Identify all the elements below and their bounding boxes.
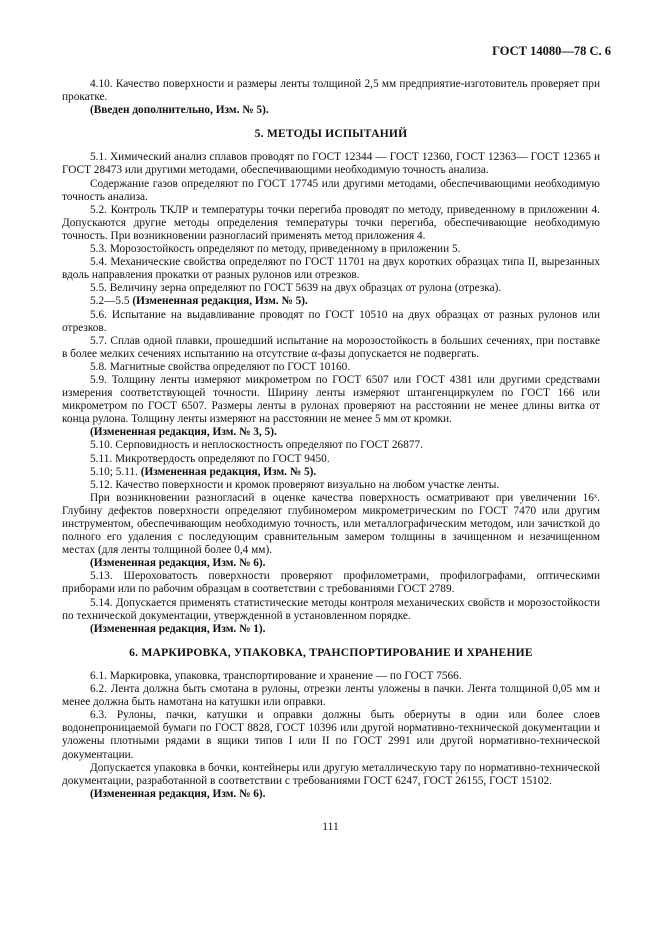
clause-paragraph: 5.5. Величину зерна определяют по ГОСТ 5639 на двух образцах от рулона (отрезка). xyxy=(90,282,502,295)
amendment-note: (Измененная редакция, Изм. № 5). xyxy=(140,465,317,478)
running-header: ГОСТ 14080—78 С. 6 xyxy=(492,44,611,58)
amendment-note: (Измененная редакция, Изм. № 1). xyxy=(90,622,266,635)
clause-paragraph: 5.10. Серповидность и неплоскостность определяют по ГОСТ 26877. xyxy=(90,439,423,452)
clause-paragraph: 6.3. Рулоны, пачки, катушки и оправки должны быть обернуты в один или более слоев водонепроницаемой бумаги по ГОСТ 8828, ГОСТ 10396 или другой нормативно-технической документации и уложены плотными рядами в ящики типов I или II по ГОСТ 2991 или другой нормативно-технической документации. xyxy=(62,709,600,761)
clause-paragraph: 5.13. Шероховатость поверхности проверяют профилометрами, профилографами, оптическими приборами или по рабочим образцам в соответствии с требованиями ГОСТ 2789. xyxy=(62,570,600,596)
clause-paragraph: 5.8. Магнитные свойства определяют по ГОСТ 10160. xyxy=(90,360,351,373)
amendment-note: (Измененная редакция, Изм. № 5). xyxy=(132,295,308,308)
document-body xyxy=(62,78,600,801)
clause-paragraph: 5.1. Химический анализ сплавов проводят по ГОСТ 12344 — ГОСТ 12360, ГОСТ 12363— ГОСТ 12365 и ГОСТ 28473 или другими методами, обеспечивающими необходимую точность анализа. xyxy=(62,151,600,177)
clause-paragraph: 4.10. Качество поверхности и размеры ленты толщиной 2,5 мм предприятие-изготовитель проверяет при прокатке. xyxy=(62,78,600,104)
clause-paragraph: 5.9. Толщину ленты измеряют микрометром по ГОСТ 6507 или ГОСТ 4381 или другими средствами измерения соответствующей точности. Ширину ленты измеряют штангенциркулем по ГОСТ 166 или микрометром по ГОСТ 6507. Размеры ленты в рулонах проверяют на расстоянии не менее длины витка от конца рулона. Толщину ленты измеряют на расстоянии не менее 5 мм от кромки. xyxy=(62,373,600,426)
clause-range: 5.10; 5.11. xyxy=(90,465,138,478)
clause-range: 5.2—5.5 xyxy=(90,295,130,308)
clause-paragraph: 5.7. Сплав одной плавки, прошедший испытание на морозостойкость в больших сечениях, при поставке в более мелких сечениях испытанию на отсутствие α-фазы допускается не подвергать. xyxy=(62,334,600,360)
section-heading: 5. МЕТОДЫ ИСПЫТАНИЙ xyxy=(254,127,408,141)
amendment-note: (Измененная редакция, Изм. № 6). xyxy=(90,787,266,800)
clause-paragraph xyxy=(62,466,600,479)
clause-paragraph: 6.2. Лента должна быть смотана в рулоны, отрезки ленты уложены в пачки. Лента толщиной 0,05 мм и менее должна быть намотана на катушки или оправки. xyxy=(62,683,600,709)
amendment-note: (Введен дополнительно, Изм. № 5). xyxy=(90,104,269,117)
clause-paragraph: 5.12. Качество поверхности и кромок проверяют визуально на любом участке ленты. xyxy=(90,478,500,491)
clause-paragraph: 5.4. Механические свойства определяют по ГОСТ 11701 на двух коротких образцах типа II, вырезанных вдоль направления прокатки от разных рулонов или отрезков. xyxy=(62,256,600,282)
clause-paragraph: Допускается упаковка в бочки, контейнеры или другую металлическую тару по нормативно-технической документации, разработанной в соответствии с требованиями ГОСТ 6247, ГОСТ 26155, ГОСТ 15102. xyxy=(62,761,600,787)
clause-paragraph: 5.2. Контроль ТКЛР и температуры точки перегиба проводят по методу, приведенному в приложении 4. Допускаются другие методы определения температуры точки перегиба, обеспечивающие необходимую точность. При возникновении разногласий применять метод приложения 4. xyxy=(62,203,600,242)
clause-paragraph: При возникновении разногласий в оценке качества поверхность осматривают при увеличении 16ˣ. Глубину дефектов поверхности определяют глубиномером микрометрическим по ГОСТ 7470 или другим инструментом, обеспечивающим необходимую точность, или металлографическим методом, или зачисткой до полного его удаления с последующим сравнительным замером толщины в зачищенном и незачищенном местах (для ленты толщиной более 0,4 мм). xyxy=(62,491,600,557)
clause-paragraph: 5.11. Микротвердость определяют по ГОСТ 9450. xyxy=(90,452,330,465)
clause-paragraph: Содержание газов определяют по ГОСТ 17745 или другими методами, обеспечивающими необходимую точность анализа. xyxy=(62,177,600,203)
amendment-note: (Измененная редакция, Изм. № 6). xyxy=(90,557,266,570)
section-heading: 6. МАРКИРОВКА, УПАКОВКА, ТРАНСПОРТИРОВАНИЕ И ХРАНЕНИЕ xyxy=(129,645,533,659)
clause-paragraph: 6.1. Маркировка, упаковка, транспортирование и хранение — по ГОСТ 7566. xyxy=(90,669,462,682)
clause-paragraph: 5.3. Морозостойкость определяют по методу, приведенному в приложении 5. xyxy=(90,243,461,256)
page-number: 111 xyxy=(322,821,339,833)
clause-paragraph: 5.6. Испытание на выдавливание проводят по ГОСТ 10510 на двух образцах от разных рулонов или отрезков. xyxy=(62,308,600,334)
clause-paragraph xyxy=(62,295,600,308)
clause-paragraph: 5.14. Допускается применять статистические методы контроля механических свойств и морозостойкости по технической документации, утвержденной в установленном порядке. xyxy=(62,596,600,622)
amendment-note: (Измененная редакция, Изм. № 3, 5). xyxy=(90,426,277,439)
